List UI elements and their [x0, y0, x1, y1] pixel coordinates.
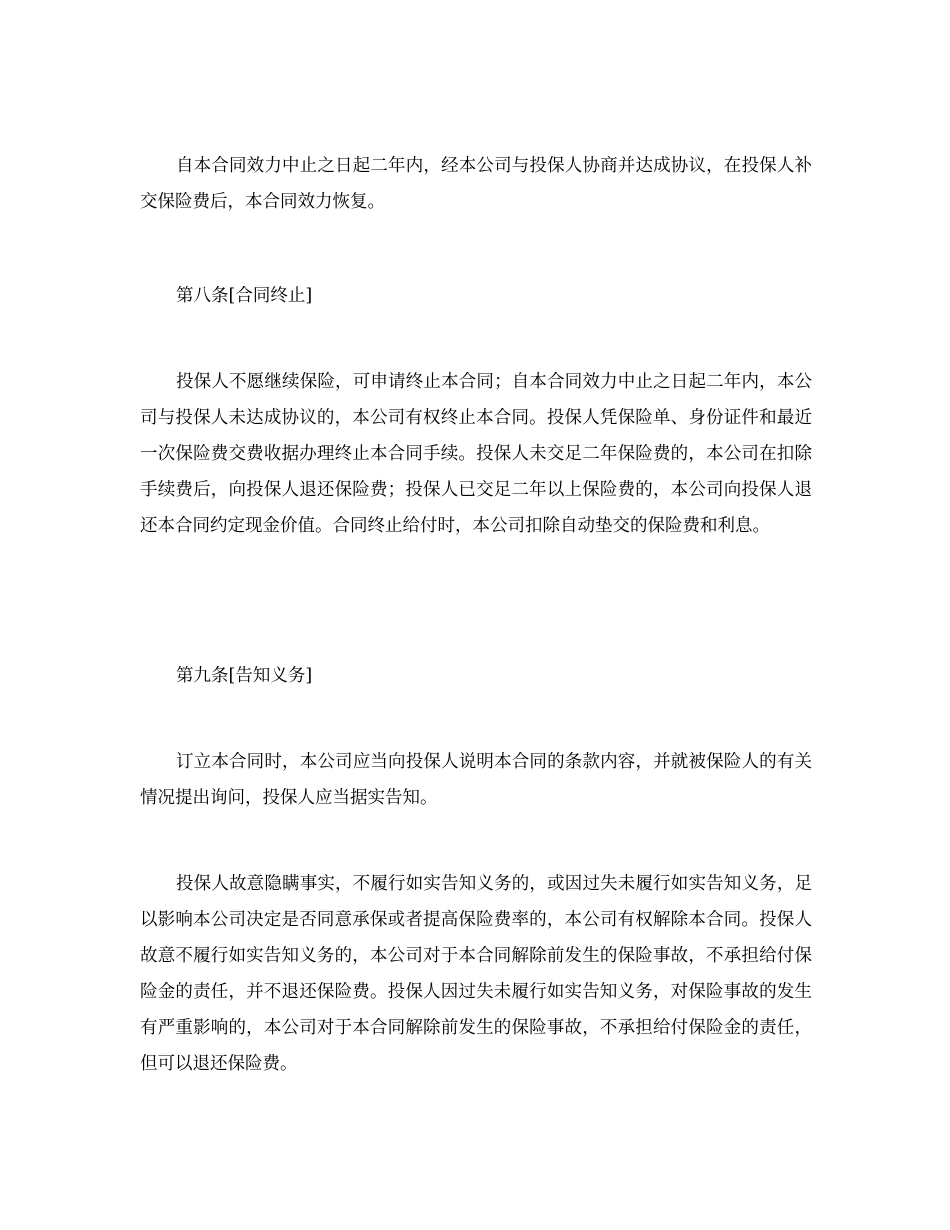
paragraph-nondisclosure-consequences: 投保人故意隐瞒事实，不履行如实告知义务的，或因过失未履行如实告知义务，足以影响本公司决定是否同意承保或者提高保险费率的，本公司有权解除本合同。投保人故意不履行如实告知义务的，本公司对于本合同解除前发生的保险事故，不承担给付保险金的责任，并不退还保险费。投保人因过失未履行如实告知义务，对保险事故的发生有严重影响的，本公司对于本合同解除前发生的保险事故，不承担给付保险金的责任，但可以退还保险费。	[140, 874, 812, 1074]
paragraph-disclosure-duty: 订立本合同时，本公司应当向投保人说明本合同的条款内容，并就被保险人的有关情况提出询问，投保人应当据实告知。	[140, 752, 812, 808]
paragraph-termination: 投保人不愿继续保险，可申请终止本合同；自本合同效力中止之日起二年内，本公司与投保人未达成协议的，本公司有权终止本合同。投保人凭保险单、身份证件和最近一次保险费交费收据办理终止本合同手续。投保人未交足二年保险费的，本公司在扣除手续费后，向投保人退还保险费；投保人已交足二年以上保险费的，本公司向投保人退还本合同约定现金价值。合同终止给付时，本公司扣除自动垫交的保险费和利息。	[140, 372, 812, 536]
paragraph-reinstatement: 自本合同效力中止之日起二年内，经本公司与投保人协商并达成协议，在投保人补交保险费后，本合同效力恢复。	[140, 156, 812, 212]
heading-article-8: 第八条[合同终止]	[176, 286, 313, 306]
document-body	[140, 0, 812, 1230]
heading-article-9: 第九条[告知义务]	[176, 666, 313, 686]
